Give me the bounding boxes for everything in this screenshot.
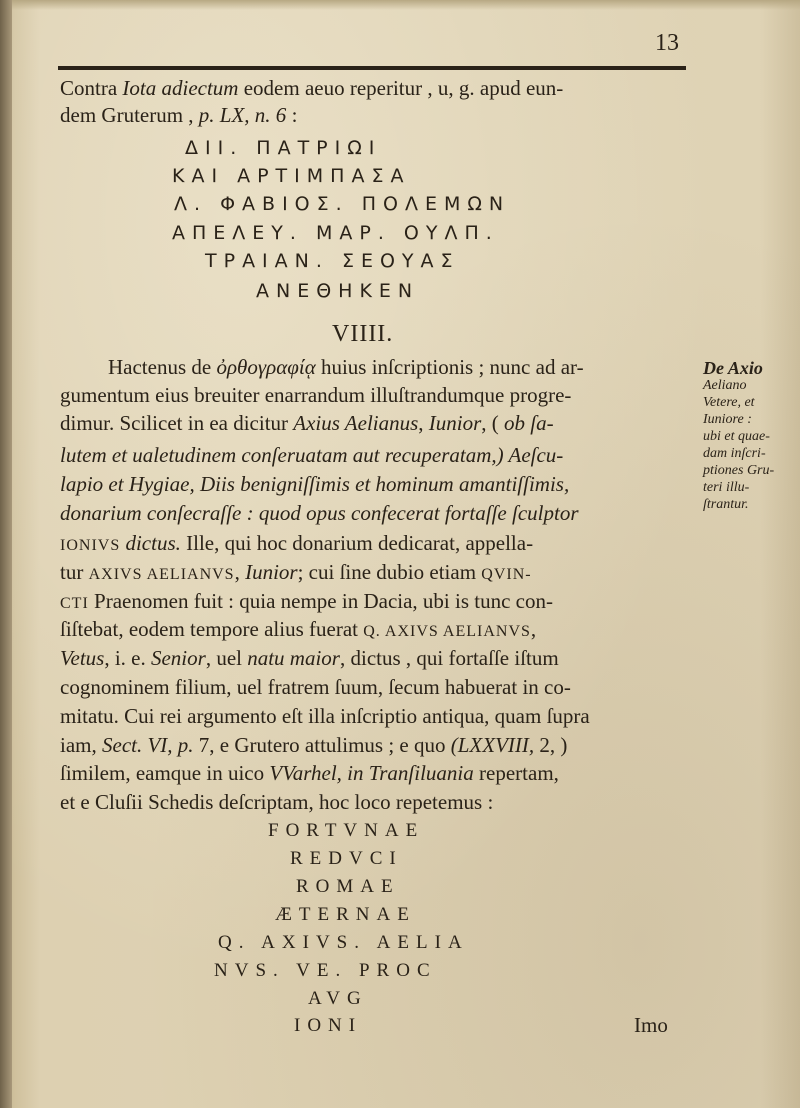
margin-note-line-3: Vetere, et <box>703 395 755 410</box>
greek-inscription-line-1: ΔΙΙ. ΠΑΤΡΙΩΙ <box>185 137 382 159</box>
para-line-2: gumentum eius breuiter enarrandum illuſtrandumque progre- <box>60 383 572 407</box>
para-line-10: ſiſtebat, eodem tempore alius fuerat Q. AXIVS AELIANVS, <box>60 617 537 641</box>
latin-inscription-line-7: AVG <box>308 988 368 1009</box>
para-line-12: cognominem filium, uel fratrem ſuum, ſecum habuerat in co- <box>60 675 571 699</box>
latin-inscription-line-4: ÆTERNAE <box>275 904 416 925</box>
margin-note <box>703 360 793 513</box>
para-line-9: CTI Praenomen fuit : quia nempe in Dacia, ubi is tunc con- <box>60 589 553 613</box>
catchword: Imo <box>634 1013 668 1037</box>
binding-gutter <box>0 0 12 1108</box>
page-top-edge <box>12 0 800 10</box>
margin-note-line-7: ptiones Gru- <box>703 463 775 478</box>
para-line-5: lapio et Hygiae, Diis benigniſſimis et hominum amantiſſimis, <box>60 472 570 496</box>
margin-note-line-2: Aeliano <box>703 378 747 393</box>
para-line-4: lutem et ualetudinem conſeruatam aut recuperatam,) Aeſcu- <box>60 443 564 467</box>
latin-inscription-line-1: FORTVNAE <box>268 820 425 841</box>
latin-inscription-line-3: ROMAE <box>296 876 400 897</box>
section-number: VIIII. <box>332 321 394 347</box>
intro-line-1: Contra Iota adiectum eodem aeuo reperitur , u, g. apud eun- <box>60 76 564 100</box>
margin-note-line-4: Iuniore : <box>703 412 752 427</box>
para-line-8: tur AXIVS AELIANVS, Iunior; cui ſine dubio etiam QVIN- <box>60 560 532 584</box>
para-line-15: ſimilem, eamque in uico VVarhel, in Tranſiluania repertam, <box>60 761 559 785</box>
greek-inscription-line-6: ΑΝΕΘΗΚΕΝ <box>256 280 420 302</box>
latin-inscription-line-5: Q. AXIVS. AELIA <box>218 932 469 953</box>
para-line-6: donarium conſecraſſe : quod opus confecerat fortaſſe ſculptor <box>60 501 579 525</box>
header-rule <box>58 66 686 70</box>
para-line-13: mitatu. Cui rei argumento eſt illa inſcriptio antiqua, quam ſupra <box>60 704 590 728</box>
greek-inscription-line-3: Λ. ΦΑΒΙΟΣ. ΠΟΛΕΜΩΝ <box>174 193 511 215</box>
para-line-3: dimur. Scilicet in ea dicitur Axius Aelianus, Iunior, ( ob ſa- <box>60 411 554 435</box>
para-line-1: Hactenus de ὀρθογραφίᾳ huius inſcriptionis ; nunc ad ar- <box>108 355 584 379</box>
intro-line-2: dem Gruterum , p. LX, n. 6 : <box>60 103 298 127</box>
para-line-11: Vetus, i. e. Senior, uel natu maior, dictus , qui fortaſſe iſtum <box>60 646 559 670</box>
latin-inscription-line-2: REDVCI <box>290 848 403 869</box>
para-line-7: IONIVS dictus. Ille, qui hoc donarium dedicarat, appella- <box>60 531 534 555</box>
latin-inscription-line-6: NVS. VE. PROC <box>214 960 437 981</box>
margin-note-line-1: De Axio <box>703 358 763 378</box>
latin-inscription-line-8: IONI <box>294 1015 363 1036</box>
page-number: 13 <box>655 30 679 56</box>
margin-note-line-9: ſtrantur. <box>703 497 749 512</box>
greek-inscription-line-5: ΤΡΑΙΑΝ. ΣΕΟΥΑΣ <box>205 250 460 272</box>
margin-note-line-5: ubi et quae- <box>703 429 770 444</box>
greek-inscription-line-4: ΑΠΕΛΕΥ. ΜΑΡ. ΟΥΛΠ. <box>172 222 499 244</box>
greek-inscription-line-2: ΚΑΙ ΑΡΤΙΜΠΑΣΑ <box>172 165 411 187</box>
margin-note-line-6: dam inſcri- <box>703 446 766 461</box>
para-line-16: et e Cluſii Schedis deſcriptam, hoc loco repetemus : <box>60 790 494 814</box>
para-line-14: iam, Sect. VI, p. 7, e Grutero attulimus ; e quo (LXXVIII, 2, ) <box>60 733 568 757</box>
margin-note-line-8: teri illu- <box>703 480 750 495</box>
